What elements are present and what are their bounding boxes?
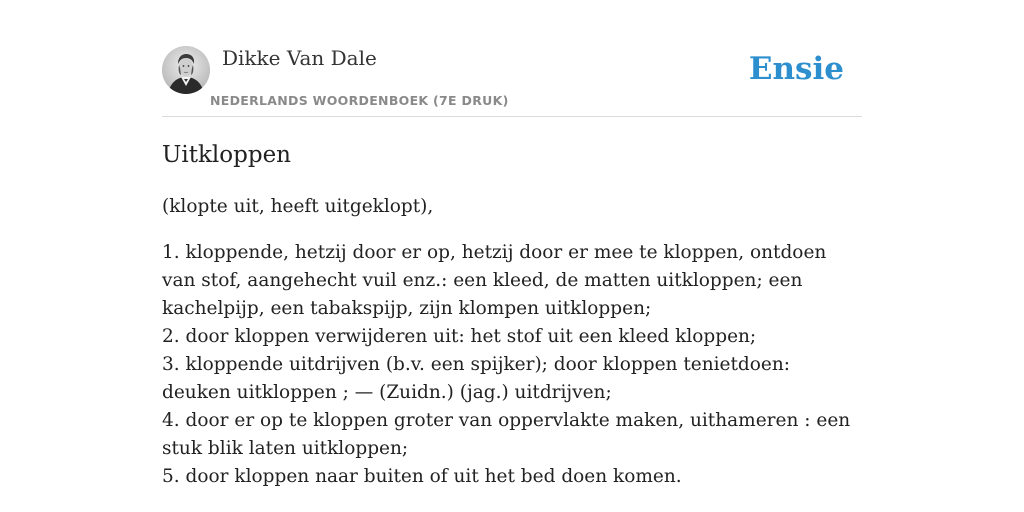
brand-logo[interactable]: Ensie <box>748 51 844 87</box>
definition-item: 1. kloppende, hetzij door er op, hetzij door er mee te kloppen, ontdoen van stof, aangehecht vuil enz.: een kleed, de matten uitkloppen; een kachelpijp, een tabakspijp, zijn klompen uitkloppen; <box>162 242 827 319</box>
author-name[interactable]: Dikke Van Dale <box>222 46 377 70</box>
avatar[interactable] <box>162 46 210 94</box>
definition-item: 2. door kloppen verwijderen uit: het stof uit een kleed kloppen; <box>162 326 757 347</box>
entry-title: Uitkloppen <box>162 142 291 168</box>
definition-item: 3. kloppende uitdrijven (b.v. een spijker); door kloppen tenietdoen: deuken uitkloppen ; — (Zuidn.) (jag.) uitdrijven; <box>162 354 790 403</box>
definition-item: 5. door kloppen naar buiten of uit het bed doen komen. <box>162 466 682 487</box>
author-portrait-icon <box>162 46 210 94</box>
entry-conjugation: (klopte uit, heeft uitgeklopt), <box>162 196 434 217</box>
definition-list <box>162 239 862 491</box>
entry-card <box>162 40 862 487</box>
definition-item: 4. door er op te kloppen groter van oppervlakte maken, uithameren : een stuk blik laten uitkloppen; <box>162 410 851 459</box>
source-label: NEDERLANDS WOORDENBOEK (7E DRUK) <box>210 93 509 108</box>
entry-header <box>162 40 862 117</box>
